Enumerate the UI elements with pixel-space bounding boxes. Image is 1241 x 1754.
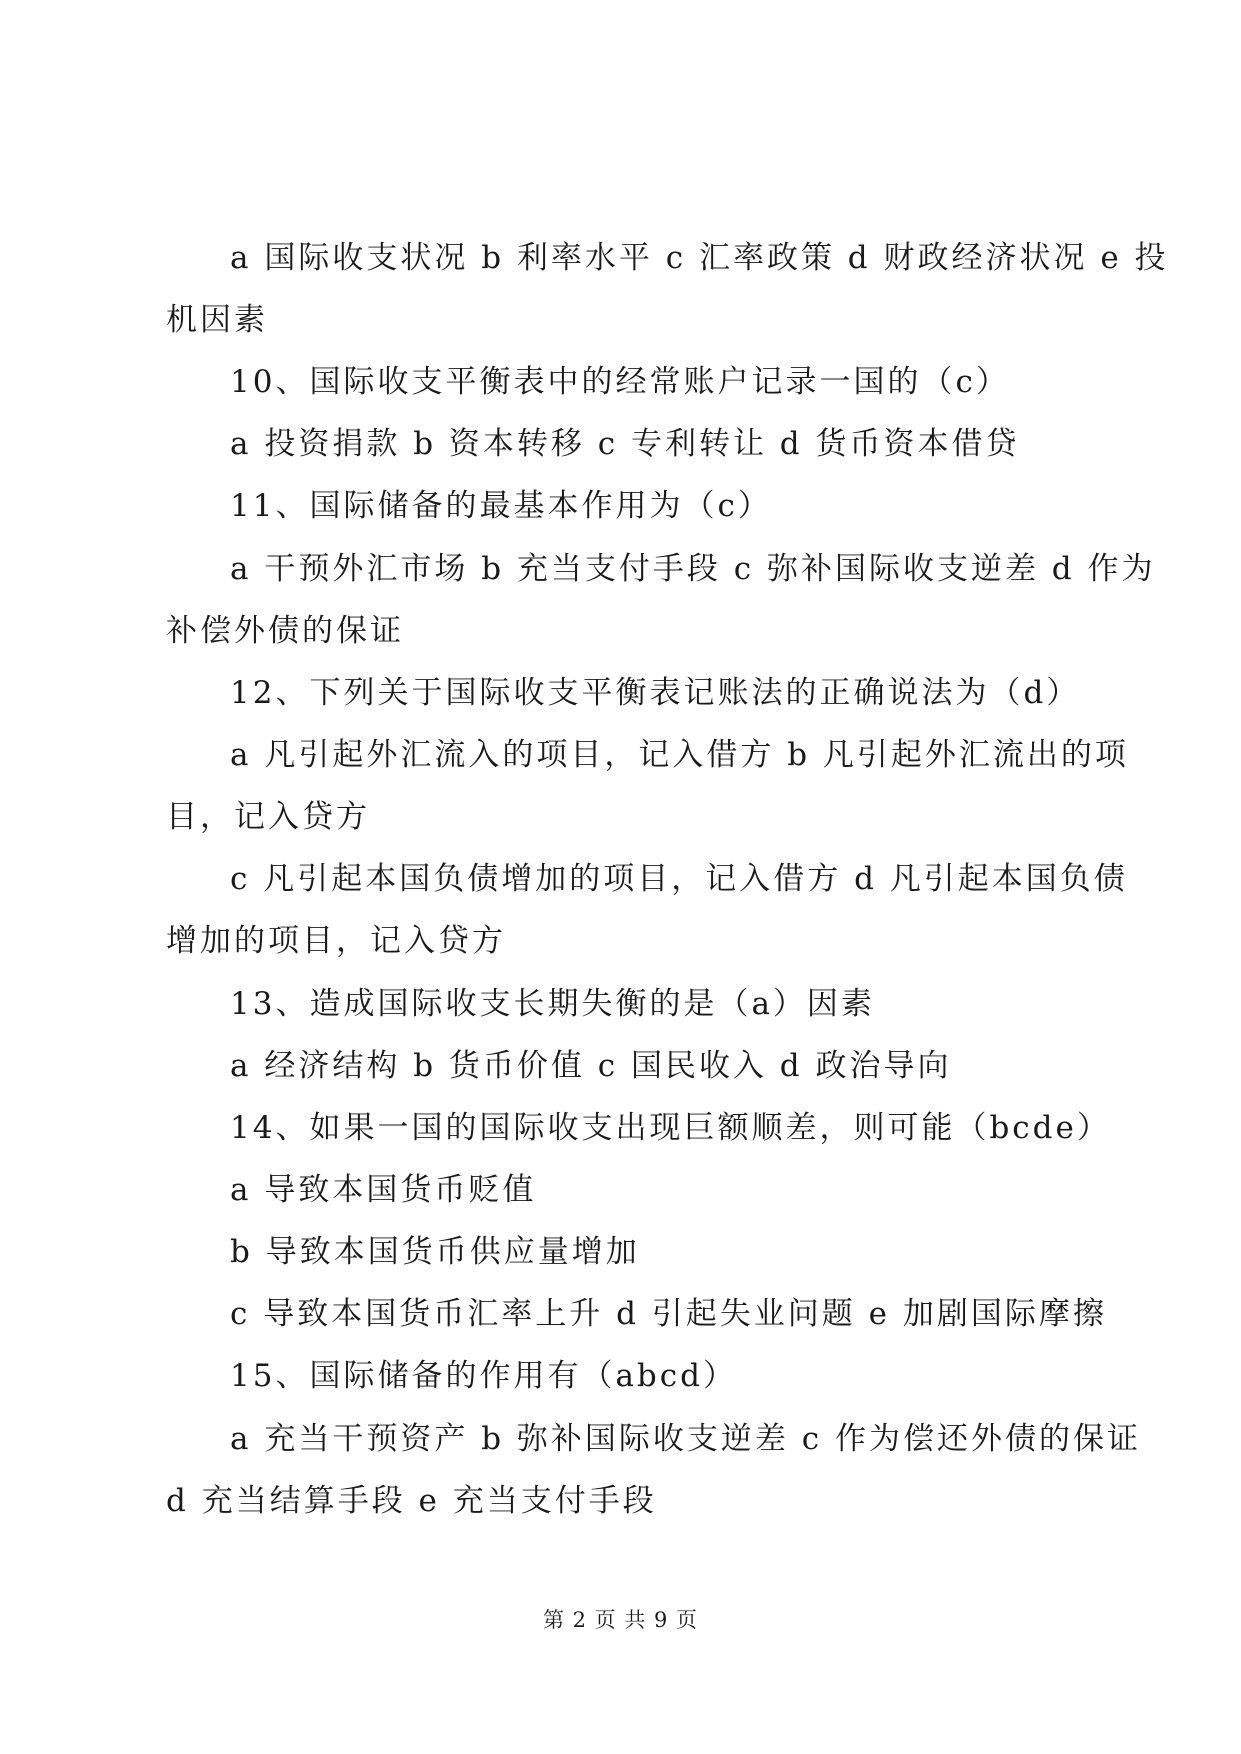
text-line: 机因素 — [166, 302, 268, 338]
text-line: a 干预外汇市场 b 充当支付手段 c 弥补国际收支逆差 d 作为 — [230, 551, 1156, 587]
text-line: 11、国际储备的最基本作用为（c） — [230, 488, 772, 524]
text-line: 12、下列关于国际收支平衡表记账法的正确说法为（d） — [230, 675, 1081, 711]
text-line: 10、国际收支平衡表中的经常账户记录一国的（c） — [230, 364, 1010, 400]
text-line: 14、如果一国的国际收支出现巨额顺差，则可能（bcde） — [230, 1110, 1111, 1146]
page-number-footer: 第 2 页 共 9 页 — [542, 1608, 699, 1632]
text-line: b 导致本国货币供应量增加 — [230, 1234, 640, 1270]
text-line: a 导致本国货币贬值 — [230, 1172, 537, 1208]
text-line: 目，记入贷方 — [166, 799, 370, 835]
text-line: a 国际收支状况 b 利率水平 c 汇率政策 d 财政经济状况 e 投 — [230, 240, 1169, 276]
text-line: 增加的项目，记入贷方 — [166, 923, 506, 959]
text-line: 15、国际储备的作用有（abcd） — [230, 1358, 737, 1394]
text-line: a 投资捐款 b 资本转移 c 专利转让 d 货币资本借贷 — [230, 426, 1020, 462]
text-line: c 导致本国货币汇率上升 d 引起失业问题 e 加剧国际摩擦 — [230, 1296, 1107, 1332]
text-line: a 充当干预资产 b 弥补国际收支逆差 c 作为偿还外债的保证 — [230, 1421, 1141, 1457]
text-line: a 凡引起外汇流入的项目，记入借方 b 凡引起外汇流出的项 — [230, 737, 1129, 773]
text-line: c 凡引起本国负债增加的项目，记入借方 d 凡引起本国负债 — [230, 861, 1128, 897]
text-line: d 充当结算手段 e 充当支付手段 — [166, 1483, 657, 1519]
text-line: 补偿外债的保证 — [166, 613, 404, 649]
text-line: a 经济结构 b 货币价值 c 国民收入 d 政治导向 — [230, 1048, 952, 1084]
text-line: 13、造成国际收支长期失衡的是（a）因素 — [230, 986, 875, 1022]
